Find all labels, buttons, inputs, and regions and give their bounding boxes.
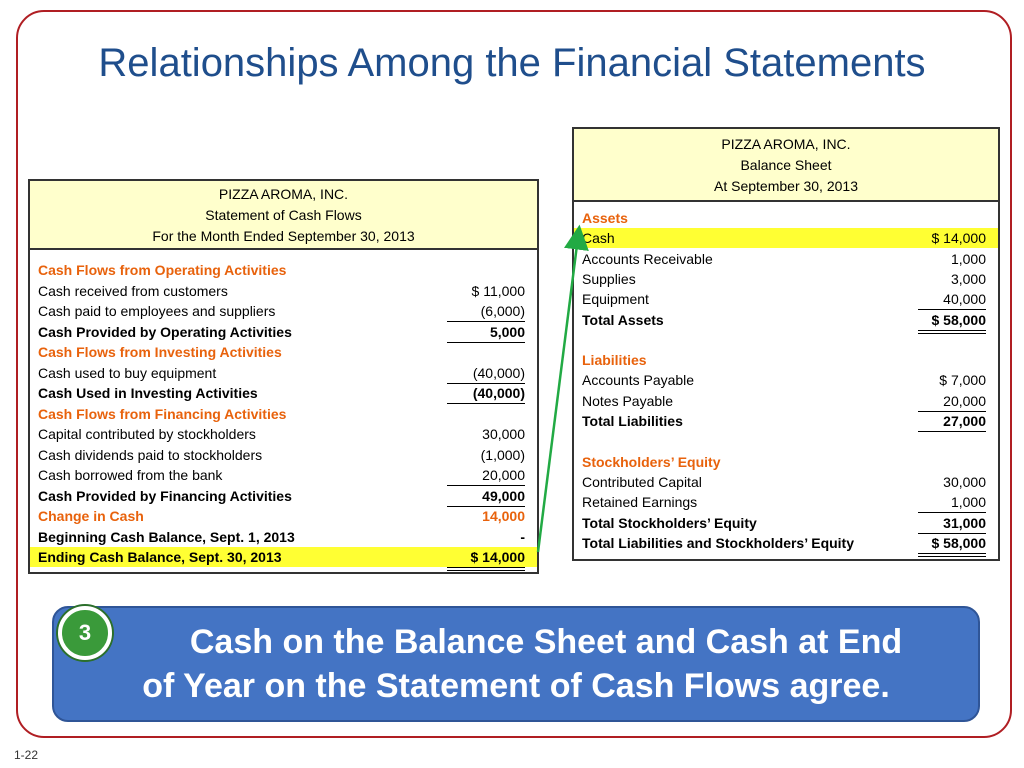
balance-sheet-row-amount: $ 58,000 — [918, 533, 986, 557]
balance-sheet-row-label: Assets — [582, 210, 628, 226]
balance-sheet-row-amount: $ 14,000 — [931, 230, 986, 247]
cash-flow-row-amount: (40,000) — [447, 363, 525, 384]
balance-sheet-row-amount: 20,000 — [918, 391, 986, 412]
cash-flow-row-amount: (6,000) — [447, 301, 525, 322]
balance-sheet-row-label: Equipment — [582, 291, 649, 308]
cash-flow-row-amount: 5,000 — [447, 322, 525, 343]
cash-flow-row-label: Cash borrowed from the bank — [38, 467, 223, 483]
page-title: Relationships Among the Financial Statements — [98, 41, 926, 85]
balance-sheet-row-amount: 3,000 — [950, 270, 986, 287]
cash-flow-row-label: Cash paid to employees and suppliers — [38, 303, 276, 319]
balance-sheet-row-label: Stockholders’ Equity — [582, 453, 721, 470]
cash-flow-row-label: Cash dividends paid to stockholders — [38, 446, 263, 463]
cash-flow-period: For the Month Ended September 30, 2013 — [152, 228, 415, 244]
cash-flow-row-amount: $ 14,000 — [447, 547, 525, 571]
cash-flow-row-label: Capital contributed by stockholders — [38, 426, 256, 442]
cash-flow-row-amount: 49,000 — [447, 486, 525, 507]
cash-flow-row-amount: (1,000) — [480, 446, 525, 463]
connector-arrow-line — [538, 237, 578, 552]
balance-sheet-row-amount: 30,000 — [943, 473, 986, 490]
cash-flow-row-label: Change in Cash — [38, 508, 144, 524]
cash-flow-row-amount: 20,000 — [447, 465, 525, 486]
balance-sheet-row-amount: 27,000 — [918, 411, 986, 432]
balance-sheet-row-label: Total Liabilities and Stockholders’ Equity — [582, 534, 855, 551]
balance-sheet-row-label: Cash — [582, 230, 615, 247]
cash-flow-row-label: Cash Flows from Operating Activities — [38, 262, 287, 278]
balance-sheet-row-label: Contributed Capital — [582, 473, 702, 490]
balance-sheet-row-amount: 31,000 — [918, 513, 986, 534]
balance-sheet-row-label: Liabilities — [582, 352, 647, 369]
balance-sheet-row-label: Total Stockholders’ Equity — [582, 514, 757, 531]
callout-text — [54, 620, 978, 708]
balance-sheet-row-label: Total Liabilities — [582, 413, 683, 429]
cash-flow-row-label: Cash used to buy equipment — [38, 364, 217, 381]
cash-flow-row-label: Cash Provided by Financing Activities — [38, 487, 292, 504]
cash-flow-row-amount: $ 11,000 — [471, 282, 525, 299]
step-badge: 3 — [58, 606, 112, 660]
balance-sheet-row-amount: $ 58,000 — [918, 310, 986, 334]
balance-sheet-company: PIZZA AROMA, INC. — [721, 136, 851, 152]
balance-sheet-title: Balance Sheet — [740, 157, 832, 173]
balance-sheet-date: At September 30, 2013 — [714, 178, 858, 194]
cash-flow-company: PIZZA AROMA, INC. — [218, 186, 349, 202]
cash-flow-row-label: Cash Flows from Investing Activities — [38, 344, 282, 360]
cash-flow-row-amount: 30,000 — [482, 426, 525, 442]
balance-sheet-row-label: Accounts Payable — [582, 372, 695, 389]
cash-flow-row-amount: 14,000 — [482, 508, 525, 524]
cash-flow-statement-title: Statement of Cash Flows — [205, 207, 362, 223]
cash-flow-row-label: Cash Flows from Financing Activities — [38, 405, 287, 422]
cash-flow-row-label: Ending Cash Balance, Sept. 30, 2013 — [38, 549, 282, 565]
cash-flow-row-amount: - — [447, 527, 525, 548]
balance-sheet-row-amount: 40,000 — [918, 289, 986, 310]
balance-sheet-row-amount: $ 7,000 — [939, 372, 986, 389]
cash-flow-row-label: Cash Used in Investing Activities — [38, 385, 258, 401]
cash-flow-row-label: Cash Provided by Operating Activities — [38, 323, 292, 340]
balance-sheet-row-label: Retained Earnings — [582, 494, 698, 511]
cash-flow-row-label: Beginning Cash Balance, Sept. 1, 2013 — [38, 528, 295, 545]
balance-sheet-row-amount: 1,000 — [918, 492, 986, 513]
slide-number: 1-22 — [14, 748, 39, 762]
cash-flow-row-label: Cash received from customers — [38, 282, 228, 299]
balance-sheet-row-amount: 1,000 — [950, 250, 986, 267]
callout-box — [52, 606, 980, 722]
callout-line-2: of Year on the Statement of Cash Flows agree. — [142, 667, 890, 705]
balance-sheet-row-label: Supplies — [582, 270, 636, 287]
balance-sheet-row-label: Total Assets — [582, 311, 664, 328]
callout-line-1: Cash on the Balance Sheet and Cash at End — [189, 623, 903, 661]
cash-flow-row-amount: (40,000) — [447, 383, 525, 404]
balance-sheet-row-label: Accounts Receivable — [582, 250, 713, 267]
balance-sheet-row-label: Notes Payable — [582, 392, 674, 409]
